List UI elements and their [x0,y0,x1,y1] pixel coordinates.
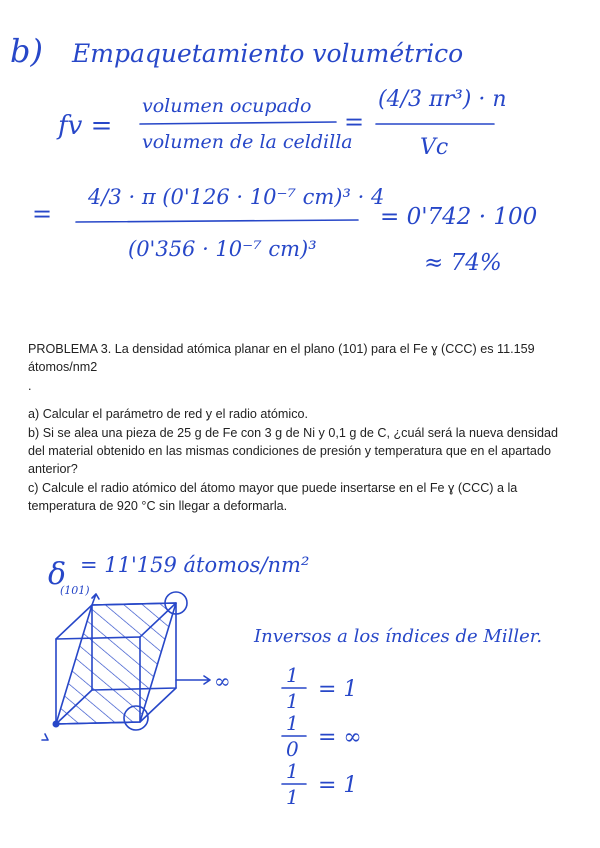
calc-result: = 0'742 · 100 [380,204,538,230]
problem-intro: PROBLEMA 3. La densidad atómica planar en el plano (101) para el Fe ɣ (CCC) es 11.159 átomos/nm2 [28,342,535,375]
inverse-3-denominator: 1 [286,785,299,809]
origin-point [53,721,60,728]
inverse-2-value: = ∞ [318,725,362,750]
density-symbol: δ [48,557,67,592]
spacer [28,395,576,405]
section-heading: Empaquetamiento volumétrico [72,39,464,68]
inverse-1-value: = 1 [318,677,358,702]
fv-numerator: volumen ocupado [142,95,312,117]
inverse-3-value: = 1 [318,773,358,798]
formula-numerator: (4/3 πr³) · n [378,87,507,112]
problem-part-a: a) Calcular el parámetro de red y el radio atómico. [28,407,308,422]
planar-density-section [42,553,542,809]
inverse-2-denominator: 0 [286,737,299,761]
packing-fraction-section [10,32,537,276]
problem-part-c: c) Calcule el radio atómico del átomo mayor que puede insertarse en el Fe ɣ (CCC) a la temperatura de 920 °C sin llegar a deformarla. [28,480,518,514]
formula-denominator: Vc [420,135,449,160]
origin-arrow [42,734,48,740]
x-axis-arrow [176,676,210,684]
inverse-1-denominator: 1 [286,689,299,713]
density-value: = 11'159 átomos/nm² [80,553,310,577]
fv-denominator: volumen de la celdilla [142,131,353,153]
fraction-bar-3 [76,220,358,222]
equals-sign-2: = [32,200,53,228]
unit-cell-diagram [42,592,231,740]
inverse-2-numerator: 1 [286,711,299,735]
miller-note: Inversos a los índices de Miller. [254,626,543,647]
fraction-bar-1 [140,122,336,124]
equals-sign-1: = [344,108,365,136]
calc-numerator: 4/3 · π (0'126 · 10⁻⁷ cm)³ · 4 [88,185,385,209]
final-percentage: ≈ 74% [424,250,502,276]
fv-symbol: fv = [58,111,113,141]
plane-subscript: (101) [60,584,90,597]
calc-denominator: (0'356 · 10⁻⁷ cm)³ [128,237,317,261]
problem-part-b: b) Si se alea una pieza de 25 g de Fe con 3 g de Ni y 0,1 g de C, ¿cuál será la nueva densidad del material obtenido en las mismas condiciones de presión y temperatura que en el apartado anterior? [28,425,558,477]
inverse-3-numerator: 1 [286,759,299,783]
inverse-1-numerator: 1 [286,663,299,687]
problem-statement [28,340,576,516]
z-axis-arrow [92,594,99,605]
section-label: b) [10,32,43,70]
stray-dot: . [28,378,32,393]
infinity-label: ∞ [214,669,231,693]
